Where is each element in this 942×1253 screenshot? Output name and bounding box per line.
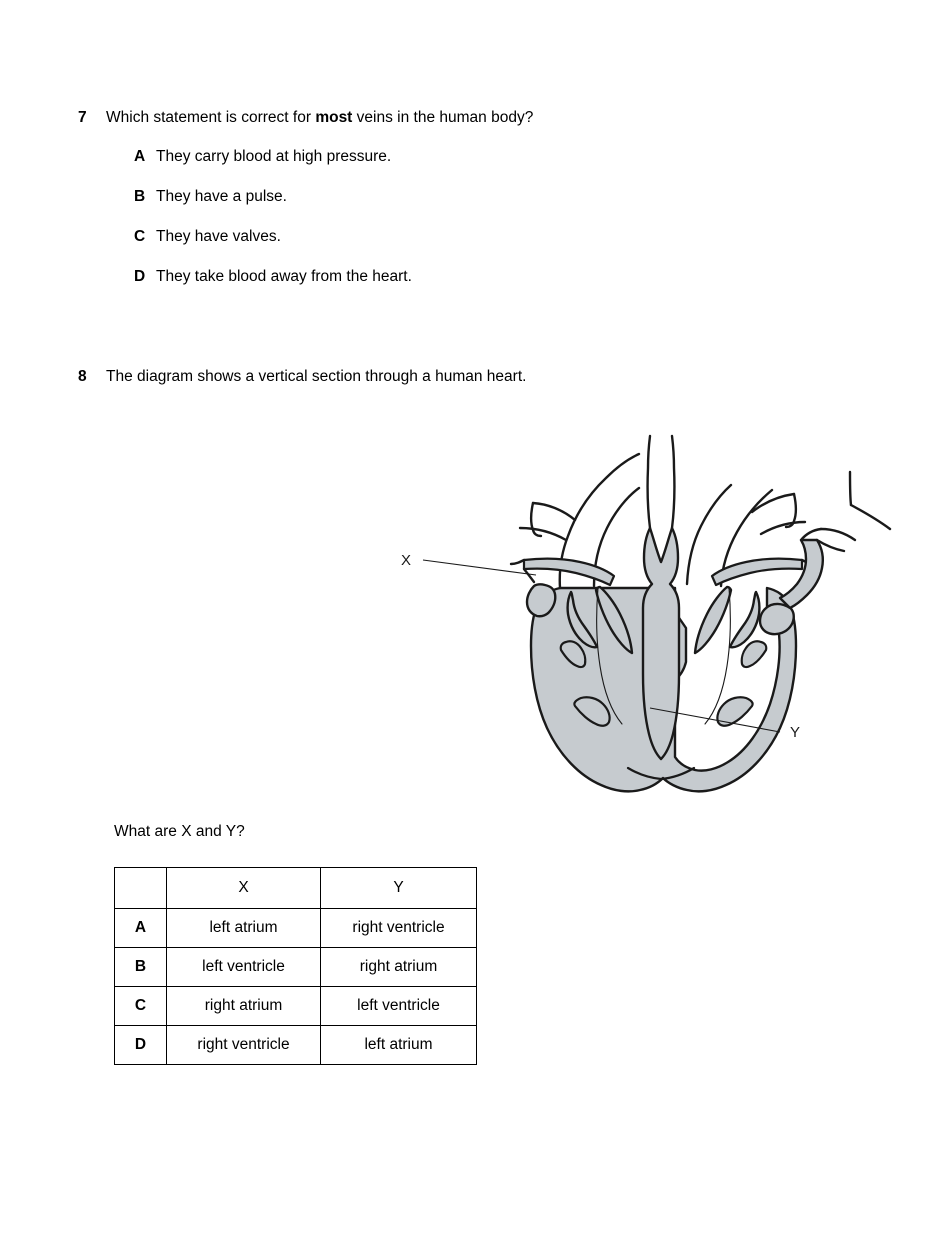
vein-svc-top-stem [821, 529, 855, 540]
heart-section-diagram [328, 412, 942, 812]
option-a-letter: A [134, 148, 146, 165]
option-d-letter: D [134, 268, 146, 285]
table-row[interactable] [115, 909, 477, 948]
header-blank [115, 868, 167, 909]
heart-right-chamber-lining [730, 592, 759, 647]
question-7-stem-part1: Which statement is correct for [106, 109, 316, 126]
vein-superior-vena-cava [780, 540, 823, 608]
option-c-letter: C [134, 228, 146, 245]
question-7-stem [106, 108, 533, 128]
row-a-letter: A [115, 909, 167, 948]
option-c-text: They have valves. [156, 228, 281, 245]
row-a-x: left atrium [167, 909, 321, 948]
heart-left-auricle [527, 584, 555, 616]
option-b-letter: B [134, 188, 146, 205]
row-b-y: right atrium [321, 948, 477, 987]
vessel-right-branch-lower [761, 522, 805, 534]
vessel-left-gray-connector [524, 559, 614, 585]
heart-septum [643, 528, 679, 759]
vessel-left-vein-outline [511, 560, 524, 564]
answer-table-header-row [115, 868, 477, 909]
label-y: Y [790, 724, 801, 741]
heart-right-av-valve [695, 587, 731, 653]
row-c-letter: C [115, 987, 167, 1026]
question-8-header [78, 367, 878, 387]
question-8 [78, 367, 878, 1053]
question-7-stem-emphasis: most [315, 109, 353, 126]
heart-right-trabeculae [742, 641, 767, 667]
heart-right-auricle [760, 604, 794, 634]
heart-diagram-figure [328, 412, 942, 812]
option-a-text: They carry blood at high pressure. [156, 148, 392, 165]
option-a[interactable] [78, 147, 878, 187]
heart-artwork [511, 436, 890, 791]
option-b-text: They have a pulse. [156, 188, 287, 205]
vessel-aorta-right-wall [672, 436, 674, 528]
row-c-y: left ventricle [321, 987, 477, 1026]
question-8-number: 8 [78, 368, 87, 385]
vessel-far-right-stub-1 [850, 472, 851, 505]
table-row[interactable] [115, 987, 477, 1026]
option-d[interactable] [78, 267, 878, 307]
vessel-aorta-left-wall [648, 436, 650, 528]
heart-left-outer-contour [524, 569, 534, 582]
vessel-far-right-stub-2 [851, 505, 890, 529]
vessel-left-branch-upper [533, 503, 575, 520]
vein-svc-upper-outline [801, 529, 821, 540]
answer-options-table [114, 867, 477, 1065]
row-b-letter: B [115, 948, 167, 987]
label-x: X [400, 552, 411, 569]
question-7 [78, 108, 878, 307]
table-row[interactable] [115, 948, 477, 987]
vessel-left-branch-lower [520, 528, 566, 540]
question-7-number: 7 [78, 109, 87, 126]
subquestion-prompt: What are X and Y? [114, 823, 245, 840]
question-8-stem: The diagram shows a vertical section through a human heart. [106, 368, 527, 385]
row-d-x: right ventricle [167, 1026, 321, 1065]
answer-table-head [115, 868, 477, 909]
option-b[interactable] [78, 187, 878, 227]
option-c[interactable] [78, 227, 878, 267]
question-7-options [78, 147, 878, 307]
row-d-y: left atrium [321, 1026, 477, 1065]
question-7-header [78, 108, 878, 128]
header-y: Y [321, 868, 477, 909]
header-x: X [167, 868, 321, 909]
row-a-y: right ventricle [321, 909, 477, 948]
row-c-x: right atrium [167, 987, 321, 1026]
answer-table-body [115, 909, 477, 1065]
option-d-text: They take blood away from the heart. [156, 268, 412, 285]
question-7-stem-part2: veins in the human body? [352, 109, 534, 126]
row-d-letter: D [115, 1026, 167, 1065]
row-b-x: left ventricle [167, 948, 321, 987]
table-row[interactable] [115, 1026, 477, 1065]
